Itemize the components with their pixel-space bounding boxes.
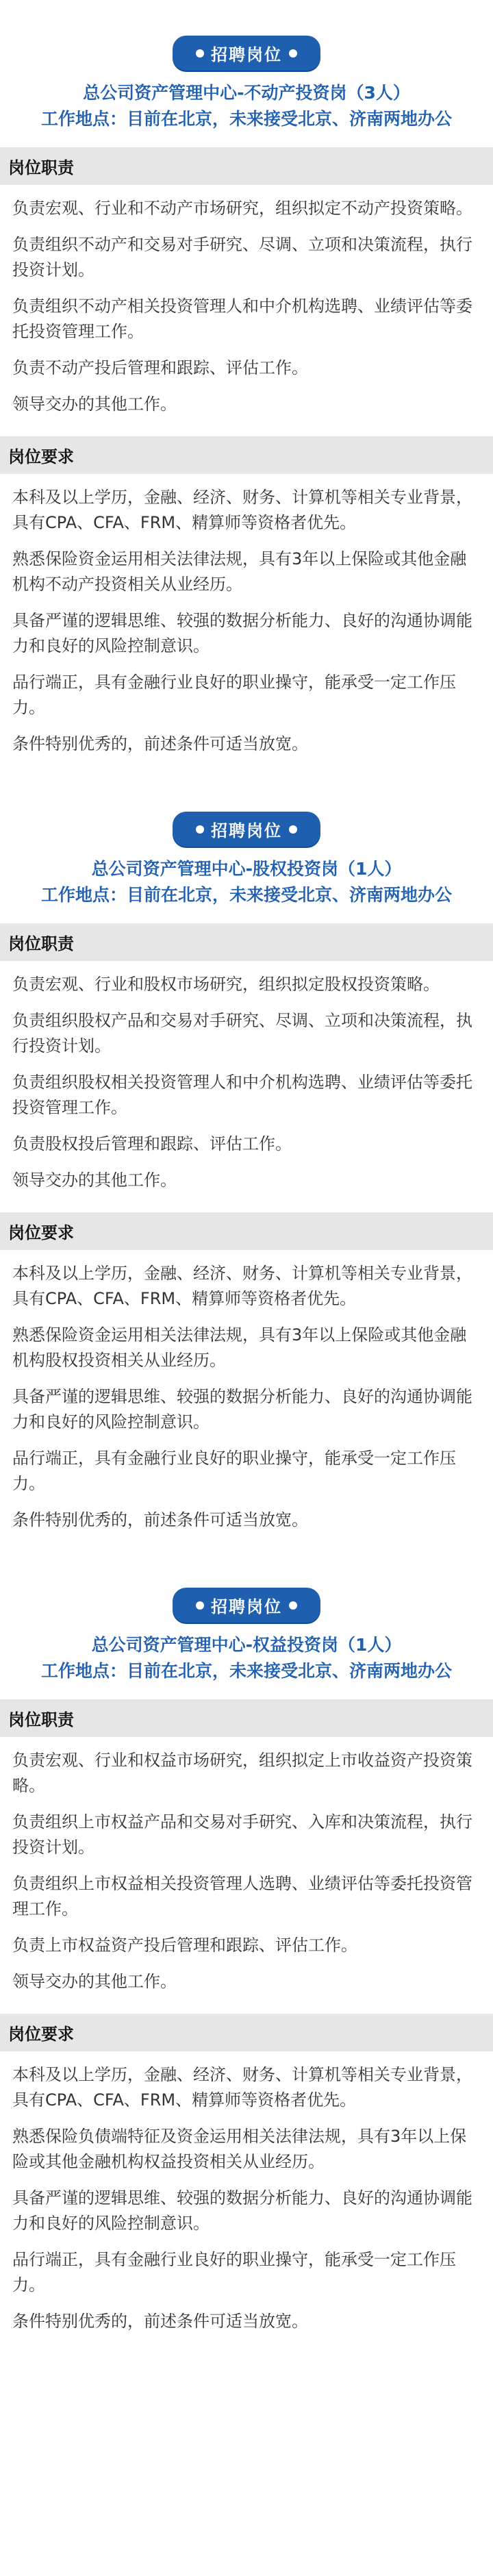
requirement-item: 熟悉保险负债端特征及资金运用相关法律法规，具有3年以上保险或其他金融机构权益投资相关从业经历。	[12, 2127, 467, 2171]
dot-icon	[196, 1601, 204, 1610]
requirement-item: 条件特别优秀的，前述条件可适当放宽。	[12, 734, 308, 753]
duties-list	[0, 1737, 493, 2014]
requirements-list	[0, 474, 493, 776]
duty-item: 负责宏观、行业和不动产市场研究，组织拟定不动产投资策略。	[12, 199, 472, 218]
position-title: 总公司资产管理中心-股权投资岗（1人）	[91, 859, 402, 879]
position-header	[0, 25, 493, 147]
position-location: 工作地点：目前在北京，未来接受北京、济南两地办公	[40, 109, 452, 129]
position-section-1	[0, 0, 493, 776]
requirement-item: 具备严谨的逻辑思维、较强的数据分析能力、良好的沟通协调能力和良好的风险控制意识。	[12, 1387, 472, 1431]
duties-heading: 岗位职责	[0, 1699, 493, 1737]
requirement-item: 熟悉保险资金运用相关法律法规，具有3年以上保险或其他金融机构不动产投资相关从业经历。	[12, 549, 467, 594]
dot-icon	[289, 825, 297, 834]
duties-heading: 岗位职责	[0, 923, 493, 961]
requirements-heading: 岗位要求	[0, 436, 493, 474]
duties-heading: 岗位职责	[0, 147, 493, 185]
requirement-item: 品行端正，具有金融行业良好的职业操守，能承受一定工作压力。	[12, 1449, 456, 1493]
duty-item: 领导交办的其他工作。	[12, 1972, 177, 1991]
duty-item: 负责股权投后管理和跟踪、评估工作。	[12, 1134, 292, 1153]
recruitment-badge	[173, 1588, 320, 1623]
duties-list	[0, 185, 493, 436]
dot-icon	[289, 49, 297, 58]
duty-item: 负责组织不动产相关投资管理人和中介机构选聘、业绩评估等委托投资管理工作。	[12, 297, 472, 341]
duty-item: 负责宏观、行业和股权市场研究，组织拟定股权投资策略。	[12, 975, 440, 994]
dot-icon	[196, 825, 204, 834]
badge-label: 招聘岗位	[211, 45, 282, 64]
position-header	[0, 801, 493, 923]
recruitment-badge	[173, 812, 320, 847]
position-location: 工作地点：目前在北京，未来接受北京、济南两地办公	[40, 1661, 452, 1681]
requirement-item: 具备严谨的逻辑思维、较强的数据分析能力、良好的沟通协调能力和良好的风险控制意识。	[12, 611, 472, 655]
duty-item: 负责宏观、行业和权益市场研究，组织拟定上市收益资产投资策略。	[12, 1751, 472, 1795]
requirement-item: 本科及以上学历，金融、经济、财务、计算机等相关专业背景，具有CPA、CFA、FRM、精算师等资格者优先。	[12, 1264, 472, 1308]
requirements-list	[0, 2051, 493, 2353]
duty-item: 负责上市权益资产投后管理和跟踪、评估工作。	[12, 1936, 357, 1955]
duty-item: 负责组织上市权益相关投资管理人选聘、业绩评估等委托投资管理工作。	[12, 1874, 472, 1918]
position-header	[0, 1577, 493, 1699]
requirement-item: 条件特别优秀的，前述条件可适当放宽。	[12, 2312, 308, 2331]
duty-item: 负责组织上市权益产品和交易对手研究、入库和决策流程，执行投资计划。	[12, 1812, 472, 1857]
duties-list	[0, 961, 493, 1212]
requirement-item: 熟悉保险资金运用相关法律法规，具有3年以上保险或其他金融机构股权投资相关从业经历。	[12, 1325, 467, 1370]
dot-icon	[289, 1601, 297, 1610]
position-location: 工作地点：目前在北京，未来接受北京、济南两地办公	[40, 885, 452, 905]
duty-item: 负责不动产投后管理和跟踪、评估工作。	[12, 358, 308, 377]
position-section-3	[0, 1552, 493, 2353]
dot-icon	[196, 49, 204, 58]
position-section-2	[0, 776, 493, 1552]
position-title: 总公司资产管理中心-权益投资岗（1人）	[91, 1635, 402, 1655]
duty-item: 负责组织不动产和交易对手研究、尽调、立项和决策流程，执行投资计划。	[12, 235, 472, 279]
requirement-item: 品行端正，具有金融行业良好的职业操守，能承受一定工作压力。	[12, 2250, 456, 2294]
duty-item: 负责组织股权产品和交易对手研究、尽调、立项和决策流程，执行投资计划。	[12, 1011, 472, 1055]
requirement-item: 品行端正，具有金融行业良好的职业操守，能承受一定工作压力。	[12, 673, 456, 717]
duty-item: 领导交办的其他工作。	[12, 1171, 177, 1190]
requirement-item: 条件特别优秀的，前述条件可适当放宽。	[12, 1510, 308, 1529]
badge-label: 招聘岗位	[211, 821, 282, 840]
duty-item: 负责组织股权相关投资管理人和中介机构选聘、业绩评估等委托投资管理工作。	[12, 1073, 472, 1117]
requirements-heading: 岗位要求	[0, 2014, 493, 2051]
requirements-list	[0, 1250, 493, 1552]
recruitment-badge	[173, 36, 320, 71]
position-title: 总公司资产管理中心-不动产投资岗（3人）	[83, 83, 410, 103]
requirement-item: 本科及以上学历，金融、经济、财务、计算机等相关专业背景，具有CPA、CFA、FRM、精算师等资格者优先。	[12, 2065, 472, 2110]
badge-label: 招聘岗位	[211, 1597, 282, 1616]
requirements-heading: 岗位要求	[0, 1212, 493, 1250]
requirement-item: 具备严谨的逻辑思维、较强的数据分析能力、良好的沟通协调能力和良好的风险控制意识。	[12, 2188, 472, 2233]
duty-item: 领导交办的其他工作。	[12, 395, 177, 414]
requirement-item: 本科及以上学历，金融、经济、财务、计算机等相关专业背景，具有CPA、CFA、FRM、精算师等资格者优先。	[12, 488, 472, 532]
